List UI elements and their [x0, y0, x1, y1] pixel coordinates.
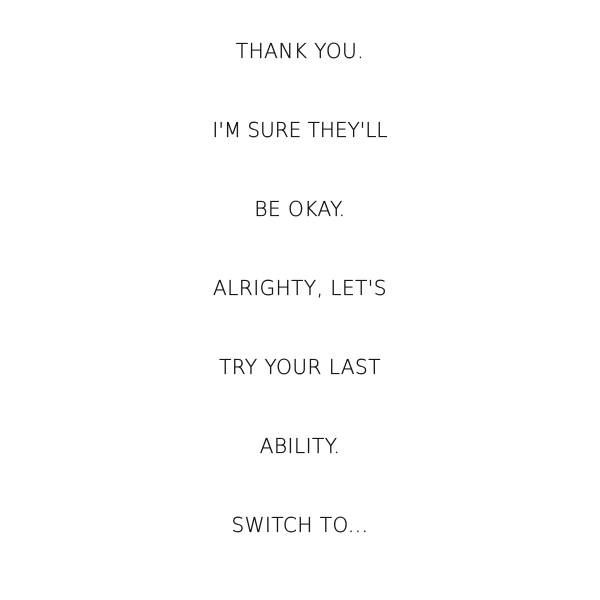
dialogue-line-4: ALRIGHTY, LET'S — [213, 276, 387, 300]
dialogue-line-3: BE OKAY. — [254, 197, 346, 221]
dialogue-line-5: TRY YOUR LAST — [219, 355, 381, 379]
dialogue-line-6: ABILITY. — [259, 434, 341, 458]
dialogue-line-1: THANK YOU. — [235, 39, 365, 63]
dialogue-line-2: I'M SURE THEY'LL — [212, 118, 388, 142]
dialogue-line-7: SWITCH TO... — [231, 513, 369, 537]
